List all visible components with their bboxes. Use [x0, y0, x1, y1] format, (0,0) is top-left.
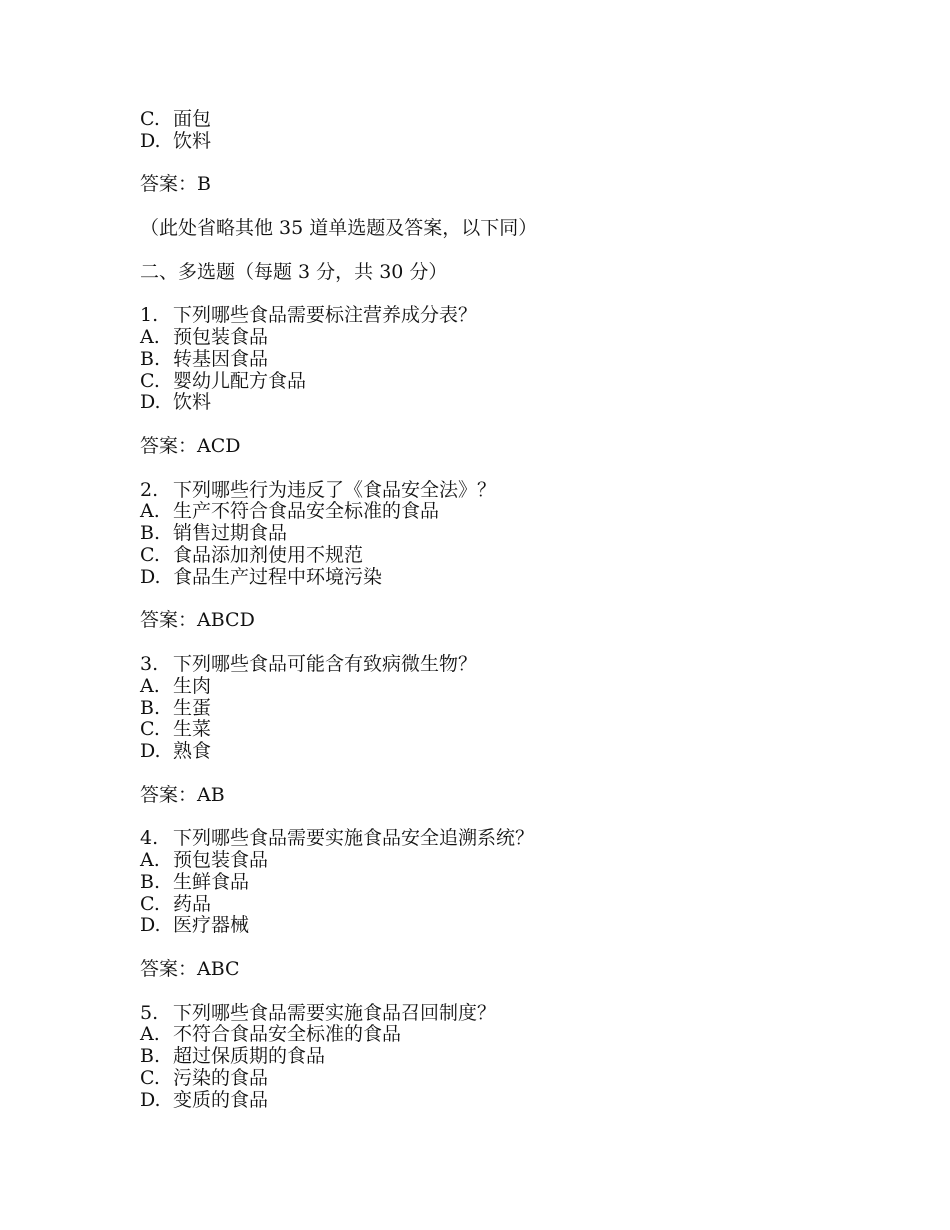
- option-letter: D.: [140, 391, 161, 414]
- option-letter: A.: [140, 1023, 160, 1046]
- option-line: [140, 1024, 900, 1046]
- option-line: [140, 567, 900, 589]
- option-letter: B.: [140, 1045, 161, 1068]
- option-letter: C.: [140, 369, 160, 392]
- option-text: 变质的食品: [173, 1088, 269, 1111]
- question-text: 下列哪些食品可能含有致病微生物？: [173, 652, 478, 675]
- question-line: [140, 305, 900, 327]
- option-letter: C.: [140, 892, 160, 915]
- option-line: [140, 894, 900, 916]
- option-line: [140, 371, 900, 393]
- option-text: 预包装食品: [173, 325, 269, 348]
- option-text: 生鲜食品: [173, 870, 250, 893]
- answer-line: 答案：B: [140, 173, 211, 196]
- answer-line: 答案：ABCD: [140, 609, 255, 632]
- option-letter: A.: [140, 325, 160, 348]
- question-line: [140, 1003, 900, 1025]
- question-block: [140, 654, 900, 763]
- option-line: [140, 698, 900, 720]
- question-line: [140, 828, 900, 850]
- option-line: [140, 850, 900, 872]
- option-line: [140, 1068, 900, 1090]
- question-text: 下列哪些食品需要实施食品安全追溯系统？: [173, 827, 535, 850]
- option-line: [140, 131, 900, 153]
- option-line: [140, 327, 900, 349]
- option-line: [140, 501, 900, 523]
- option-letter: B.: [140, 347, 161, 370]
- option-text: 生蛋: [173, 696, 212, 719]
- option-text: 生菜: [173, 718, 212, 741]
- option-letter: B.: [140, 870, 161, 893]
- omitted-note: （此处省略其他 35 道单选题及答案，以下同）: [140, 216, 538, 239]
- question-block: [140, 828, 900, 937]
- question-text: 下列哪些行为违反了《食品安全法》？: [173, 478, 497, 501]
- option-text: 药品: [173, 892, 212, 915]
- option-text: 食品生产过程中环境污染: [173, 565, 383, 588]
- option-text: 污染的食品: [173, 1067, 269, 1090]
- answer-line: 答案：AB: [140, 783, 225, 806]
- option-text: 面包: [173, 108, 212, 130]
- option-letter: B.: [140, 696, 161, 719]
- option-line: [140, 545, 900, 567]
- option-letter: D.: [140, 1088, 161, 1111]
- option-letter: C.: [140, 1067, 160, 1090]
- question-text: 下列哪些食品需要实施食品召回制度？: [173, 1001, 497, 1024]
- option-text: 不符合食品安全标准的食品: [173, 1023, 402, 1046]
- option-line: [140, 741, 900, 763]
- option-line: [140, 1090, 900, 1112]
- option-letter: C.: [140, 108, 160, 130]
- previous-question-tail: [140, 109, 900, 153]
- option-letter: D.: [140, 914, 161, 937]
- option-line: [140, 523, 900, 545]
- question-block: [140, 1003, 900, 1112]
- option-text: 婴幼儿配方食品: [173, 369, 307, 392]
- answer-line: 答案：ACD: [140, 434, 241, 457]
- option-letter: B.: [140, 522, 161, 545]
- option-line: [140, 392, 900, 414]
- document-page: [140, 109, 900, 1112]
- option-text: 预包装食品: [173, 849, 269, 872]
- option-line: [140, 1046, 900, 1068]
- question-text: 下列哪些食品需要标注营养成分表？: [173, 304, 478, 327]
- option-line: [140, 676, 900, 698]
- answer-line: 答案：ABC: [140, 958, 240, 981]
- option-letter: A.: [140, 500, 160, 523]
- question-block: [140, 480, 900, 589]
- option-line: [140, 915, 900, 937]
- option-line: [140, 872, 900, 894]
- option-letter: D.: [140, 129, 161, 152]
- option-text: 饮料: [173, 391, 212, 414]
- question-line: [140, 654, 900, 676]
- question-line: [140, 480, 900, 502]
- option-letter: C.: [140, 543, 160, 566]
- question-block: [140, 305, 900, 414]
- option-letter: A.: [140, 674, 160, 697]
- question-number: 1.: [140, 304, 159, 327]
- question-number: 3.: [140, 652, 159, 675]
- option-text: 销售过期食品: [173, 522, 288, 545]
- option-letter: C.: [140, 718, 160, 741]
- option-line: [140, 719, 900, 741]
- option-letter: D.: [140, 565, 161, 588]
- option-text: 生产不符合食品安全标准的食品: [173, 500, 440, 523]
- question-number: 2.: [140, 478, 159, 501]
- option-text: 熟食: [173, 740, 212, 763]
- option-text: 食品添加剂使用不规范: [173, 543, 364, 566]
- option-letter: D.: [140, 740, 161, 763]
- option-text: 医疗器械: [173, 914, 250, 937]
- option-text: 饮料: [173, 129, 212, 152]
- option-line: [140, 109, 900, 131]
- question-number: 5.: [140, 1001, 159, 1024]
- question-number: 4.: [140, 827, 159, 850]
- section-title: 二、多选题（每题 3 分，共 30 分）: [140, 260, 448, 283]
- option-line: [140, 349, 900, 371]
- option-text: 转基因食品: [173, 347, 269, 370]
- option-text: 生肉: [173, 674, 212, 697]
- option-letter: A.: [140, 849, 160, 872]
- option-text: 超过保质期的食品: [173, 1045, 326, 1068]
